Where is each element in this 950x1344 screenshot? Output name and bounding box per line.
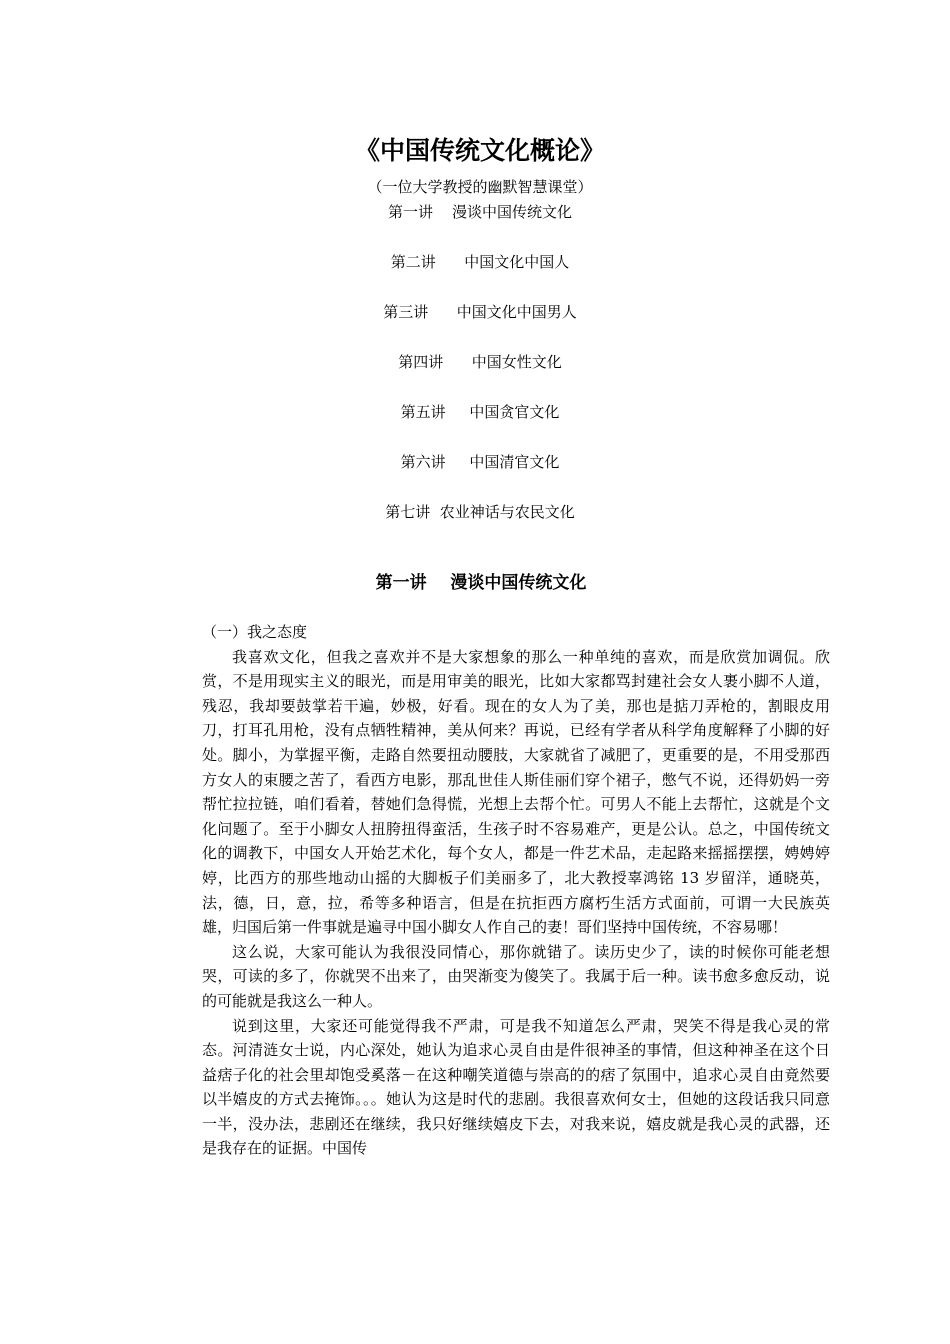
toc-item-7: 第七讲 农业神话与农民文化 <box>385 503 575 521</box>
toc-item-6: 第六讲 中国清官文化 <box>400 453 560 471</box>
toc-item-1: 第一讲 漫谈中国传统文化 <box>387 203 573 221</box>
toc-item-2: 第二讲 中国文化中国人 <box>390 253 570 271</box>
paragraph-1: 我喜欢文化，但我之喜欢并不是大家想象的那么一种单纯的喜欢，而是欣赏加调侃。欣赏，不是用现实主义的眼光，而是用审美的眼光，比如大家都骂封建社会女人裹小脚不人道，残忍，我却要鼓掌若干遍，妙极，好看。现在的女人为了美，那也是掂刀弄枪的，割眼皮用刀，打耳孔用枪，没有点牺牲精神，美从何来？再说，已经有学者从科学角度解释了小脚的好处。脚小，为掌握平衡，走路自然要扭动腰肢，大家就省了减肥了，更重要的是，不用受那西方女人的束腰之苦了，看西方电影，那乱世佳人斯佳丽们穿个裙子，憋气不说，还得奶妈一旁帮忙拉拉链，咱们看着，替她们急得慌，光想上去帮个忙。可男人不能上去帮忙，这就是个文化问题了。至于小脚女人扭胯扭得蛮活，生孩子时不容易难产，更是公认。总之，中国传统文化的调教下，中国女人开始艺术化，每个女人，都是一件艺术品，走起路来摇摇摆摆，娉娉婷婷，比西方的那些地动山摇的大脚板子们美丽多了，北大教授辜鸿铭 13 岁留洋，通晓英，法，德，日，意，拉，希等多种语言，但是在抗拒西方腐朽生活方式面前，可谓一大民族英雄，归国后第一件事就是遍寻中国小脚女人作自己的妻！哥们坚持中国传统，不容易哪！ <box>202 647 830 937</box>
document-subtitle: （一位大学教授的幽默智慧课堂） <box>367 178 593 196</box>
toc-item-4: 第四讲 中国女性文化 <box>398 353 562 371</box>
paragraph-3: 说到这里，大家还可能觉得我不严肃，可是我不知道怎么严肃，哭笑不得是我心灵的常态。河清涟女士说，内心深处，她认为追求心灵自由是件很神圣的事情，但这种神圣在这个日益痞子化的社会里却饱受奚落－在这种嘲笑道德与崇高的的痞了氛围中，追求心灵自由竟然要以半嬉皮的方式去掩饰。。。她认为这是时代的悲剧。我很喜欢何女士，但她的这段话我只同意一半，没办法，悲剧还在继续，我只好继续嬉皮下去，对我来说，嬉皮就是我心灵的武器，还是我存在的证据。中国传 <box>202 1016 830 1158</box>
subheading: （一）我之态度 <box>202 623 308 641</box>
toc-item-5: 第五讲 中国贪官文化 <box>400 403 560 421</box>
paragraph-2: 这么说，大家可能认为我很没同情心，那你就错了。读历史少了，读的时候你可能老想哭，可读的多了，你就哭不出来了，由哭渐变为傻笑了。我属于后一种。读书愈多愈反动，说的可能就是我这么一种人。 <box>202 942 830 1010</box>
body-text <box>202 620 830 1161</box>
section-title: 第一讲 漫谈中国传统文化 <box>375 573 587 593</box>
document-title: 《中国传统文化概论》 <box>354 136 605 165</box>
toc-item-3: 第三讲 中国文化中国男人 <box>383 303 577 321</box>
